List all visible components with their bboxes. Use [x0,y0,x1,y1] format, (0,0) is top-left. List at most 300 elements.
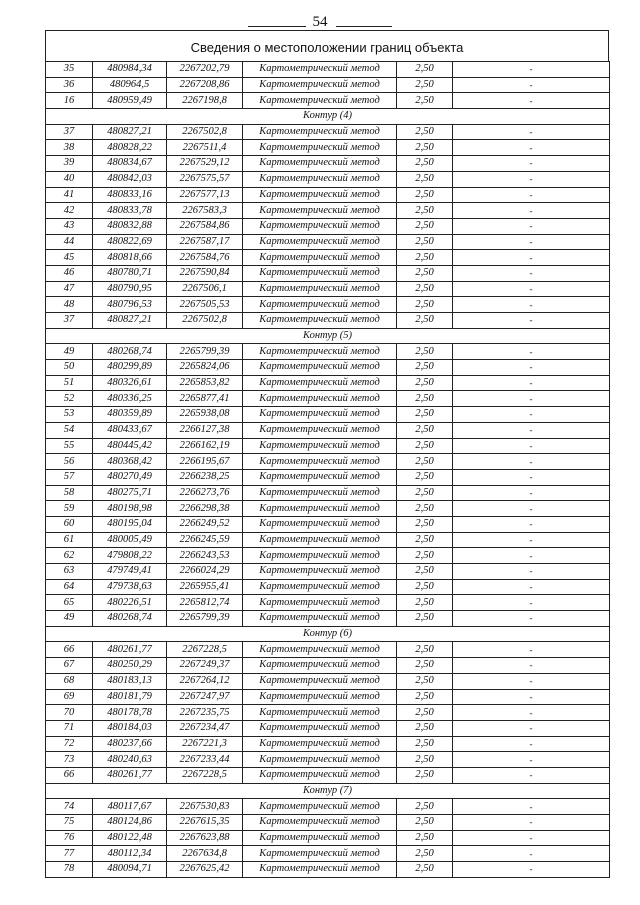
note-cell: - [453,344,610,360]
y-coordinate-cell: 2265824,06 [167,360,243,376]
method-cell: Картометрический метод [243,548,397,564]
table-row [46,799,610,815]
method-cell: Картометрический метод [243,93,397,109]
accuracy-cell: 2,50 [397,611,453,627]
method-cell: Картометрический метод [243,830,397,846]
note-cell: - [453,140,610,156]
accuracy-cell: 2,50 [397,532,453,548]
method-cell: Картометрический метод [243,360,397,376]
point-number-cell: 58 [46,485,93,501]
accuracy-cell: 2,50 [397,375,453,391]
point-number-cell: 67 [46,658,93,674]
contour-row [46,783,610,799]
note-cell: - [453,799,610,815]
note-cell: - [453,705,610,721]
x-coordinate-cell: 479738,63 [93,579,167,595]
accuracy-cell: 2,50 [397,124,453,140]
accuracy-cell: 2,50 [397,658,453,674]
point-number-cell: 65 [46,595,93,611]
note-cell: - [453,93,610,109]
accuracy-cell: 2,50 [397,187,453,203]
x-coordinate-cell: 480094,71 [93,862,167,878]
y-coordinate-cell: 2267233,44 [167,752,243,768]
note-cell: - [453,156,610,172]
table-row [46,689,610,705]
method-cell: Картометрический метод [243,156,397,172]
point-number-cell: 75 [46,815,93,831]
y-coordinate-cell: 2267587,17 [167,234,243,250]
method-cell: Картометрический метод [243,689,397,705]
note-cell: - [453,281,610,297]
x-coordinate-cell: 480359,89 [93,407,167,423]
point-number-cell: 56 [46,454,93,470]
y-coordinate-cell: 2267202,79 [167,62,243,78]
accuracy-cell: 2,50 [397,407,453,423]
table-row [46,140,610,156]
y-coordinate-cell: 2267615,35 [167,815,243,831]
x-coordinate-cell: 480275,71 [93,485,167,501]
x-coordinate-cell: 480226,51 [93,595,167,611]
accuracy-cell: 2,50 [397,438,453,454]
point-number-cell: 78 [46,862,93,878]
accuracy-cell: 2,50 [397,689,453,705]
note-cell: - [453,297,610,313]
accuracy-cell: 2,50 [397,516,453,532]
x-coordinate-cell: 480198,98 [93,501,167,517]
table-row [46,705,610,721]
method-cell: Картометрический метод [243,642,397,658]
table-row [46,171,610,187]
y-coordinate-cell: 2267577,13 [167,187,243,203]
table-row [46,595,610,611]
table-row [46,673,610,689]
point-number-cell: 44 [46,234,93,250]
page-number-right-rule [336,26,392,27]
x-coordinate-cell: 480368,42 [93,454,167,470]
x-coordinate-cell: 480818,66 [93,250,167,266]
note-cell: - [453,846,610,862]
method-cell: Картометрический метод [243,265,397,281]
y-coordinate-cell: 2266249,52 [167,516,243,532]
page-number-left-rule [248,26,306,27]
accuracy-cell: 2,50 [397,250,453,266]
note-cell: - [453,767,610,783]
accuracy-cell: 2,50 [397,564,453,580]
y-coordinate-cell: 2266245,59 [167,532,243,548]
x-coordinate-cell: 480183,13 [93,673,167,689]
note-cell: - [453,658,610,674]
table-row [46,234,610,250]
y-coordinate-cell: 2266238,25 [167,469,243,485]
table-row [46,375,610,391]
x-coordinate-cell: 480195,04 [93,516,167,532]
y-coordinate-cell: 2265955,41 [167,579,243,595]
accuracy-cell: 2,50 [397,767,453,783]
table-row [46,815,610,831]
table-row [46,469,610,485]
y-coordinate-cell: 2266127,38 [167,422,243,438]
method-cell: Картометрический метод [243,846,397,862]
method-cell: Картометрический метод [243,469,397,485]
accuracy-cell: 2,50 [397,705,453,721]
point-number-cell: 55 [46,438,93,454]
table-row [46,658,610,674]
point-number-cell: 60 [46,516,93,532]
x-coordinate-cell: 480833,78 [93,203,167,219]
y-coordinate-cell: 2266162,19 [167,438,243,454]
method-cell: Картометрический метод [243,532,397,548]
x-coordinate-cell: 480833,16 [93,187,167,203]
x-coordinate-cell: 480827,21 [93,124,167,140]
contour-row [46,109,610,125]
method-cell: Картометрический метод [243,297,397,313]
accuracy-cell: 2,50 [397,469,453,485]
accuracy-cell: 2,50 [397,752,453,768]
accuracy-cell: 2,50 [397,281,453,297]
accuracy-cell: 2,50 [397,720,453,736]
table-row [46,485,610,501]
table-row [46,720,610,736]
table-row [46,767,610,783]
y-coordinate-cell: 2266024,29 [167,564,243,580]
table-row [46,391,610,407]
y-coordinate-cell: 2267228,5 [167,642,243,658]
table-row [46,862,610,878]
x-coordinate-cell: 479808,22 [93,548,167,564]
point-number-cell: 52 [46,391,93,407]
method-cell: Картометрический метод [243,658,397,674]
table-row [46,564,610,580]
point-number-cell: 38 [46,140,93,156]
method-cell: Картометрический метод [243,752,397,768]
x-coordinate-cell: 480828,22 [93,140,167,156]
point-number-cell: 16 [46,93,93,109]
point-number-cell: 42 [46,203,93,219]
table-row [46,62,610,78]
x-coordinate-cell: 480790,95 [93,281,167,297]
method-cell: Картометрический метод [243,611,397,627]
method-cell: Картометрический метод [243,862,397,878]
point-number-cell: 69 [46,689,93,705]
y-coordinate-cell: 2267625,42 [167,862,243,878]
point-number-cell: 37 [46,313,93,329]
table-row [46,422,610,438]
x-coordinate-cell: 480445,42 [93,438,167,454]
y-coordinate-cell: 2267208,86 [167,77,243,93]
x-coordinate-cell: 480268,74 [93,611,167,627]
point-number-cell: 40 [46,171,93,187]
x-coordinate-cell: 480834,67 [93,156,167,172]
x-coordinate-cell: 480178,78 [93,705,167,721]
y-coordinate-cell: 2266243,53 [167,548,243,564]
table-row [46,438,610,454]
x-coordinate-cell: 480433,67 [93,422,167,438]
accuracy-cell: 2,50 [397,265,453,281]
method-cell: Картометрический метод [243,673,397,689]
point-number-cell: 66 [46,642,93,658]
point-number-cell: 49 [46,611,93,627]
accuracy-cell: 2,50 [397,313,453,329]
x-coordinate-cell: 480827,21 [93,313,167,329]
note-cell: - [453,595,610,611]
coordinates-table [45,61,610,878]
method-cell: Картометрический метод [243,77,397,93]
table-row [46,830,610,846]
table-row [46,501,610,517]
x-coordinate-cell: 480261,77 [93,767,167,783]
point-number-cell: 48 [46,297,93,313]
point-number-cell: 43 [46,218,93,234]
point-number-cell: 71 [46,720,93,736]
point-number-cell: 51 [46,375,93,391]
accuracy-cell: 2,50 [397,218,453,234]
x-coordinate-cell: 480261,77 [93,642,167,658]
y-coordinate-cell: 2267264,12 [167,673,243,689]
point-number-cell: 63 [46,564,93,580]
table-row [46,407,610,423]
x-coordinate-cell: 480780,71 [93,265,167,281]
accuracy-cell: 2,50 [397,203,453,219]
method-cell: Картометрический метод [243,595,397,611]
method-cell: Картометрический метод [243,313,397,329]
note-cell: - [453,830,610,846]
note-cell: - [453,736,610,752]
y-coordinate-cell: 2267221,3 [167,736,243,752]
note-cell: - [453,815,610,831]
y-coordinate-cell: 2267198,8 [167,93,243,109]
note-cell: - [453,407,610,423]
section-header: Сведения о местоположении границ объекта [45,30,609,61]
y-coordinate-cell: 2267502,8 [167,124,243,140]
y-coordinate-cell: 2266273,76 [167,485,243,501]
point-number-cell: 47 [46,281,93,297]
point-number-cell: 72 [46,736,93,752]
table-row [46,93,610,109]
contour-label: Контур (6) [46,626,610,642]
y-coordinate-cell: 2267529,12 [167,156,243,172]
x-coordinate-cell: 480112,34 [93,846,167,862]
y-coordinate-cell: 2267234,47 [167,720,243,736]
table-row [46,611,610,627]
point-number-cell: 53 [46,407,93,423]
note-cell: - [453,438,610,454]
method-cell: Картометрический метод [243,720,397,736]
note-cell: - [453,250,610,266]
method-cell: Картометрический метод [243,485,397,501]
x-coordinate-cell: 480184,03 [93,720,167,736]
accuracy-cell: 2,50 [397,736,453,752]
method-cell: Картометрический метод [243,438,397,454]
note-cell: - [453,218,610,234]
contour-row [46,626,610,642]
x-coordinate-cell: 480984,34 [93,62,167,78]
note-cell: - [453,203,610,219]
note-cell: - [453,689,610,705]
note-cell: - [453,171,610,187]
x-coordinate-cell: 480326,61 [93,375,167,391]
table-row [46,187,610,203]
point-number-cell: 76 [46,830,93,846]
y-coordinate-cell: 2267235,75 [167,705,243,721]
method-cell: Картометрический метод [243,705,397,721]
point-number-cell: 62 [46,548,93,564]
note-cell: - [453,516,610,532]
method-cell: Картометрический метод [243,391,397,407]
table-row [46,313,610,329]
note-cell: - [453,454,610,470]
note-cell: - [453,752,610,768]
table-row [46,360,610,376]
point-number-cell: 39 [46,156,93,172]
method-cell: Картометрический метод [243,815,397,831]
accuracy-cell: 2,50 [397,156,453,172]
method-cell: Картометрический метод [243,564,397,580]
y-coordinate-cell: 2267530,83 [167,799,243,815]
y-coordinate-cell: 2267584,86 [167,218,243,234]
x-coordinate-cell: 480270,49 [93,469,167,485]
point-number-cell: 74 [46,799,93,815]
page-number-area [0,14,640,31]
method-cell: Картометрический метод [243,767,397,783]
note-cell: - [453,265,610,281]
y-coordinate-cell: 2266195,67 [167,454,243,470]
method-cell: Картометрический метод [243,62,397,78]
y-coordinate-cell: 2267506,1 [167,281,243,297]
table-row [46,579,610,595]
note-cell: - [453,532,610,548]
point-number-cell: 70 [46,705,93,721]
table-row [46,265,610,281]
note-cell: - [453,77,610,93]
x-coordinate-cell: 480181,79 [93,689,167,705]
method-cell: Картометрический метод [243,171,397,187]
accuracy-cell: 2,50 [397,799,453,815]
x-coordinate-cell: 480250,29 [93,658,167,674]
note-cell: - [453,124,610,140]
note-cell: - [453,548,610,564]
table-row [46,156,610,172]
accuracy-cell: 2,50 [397,830,453,846]
note-cell: - [453,313,610,329]
y-coordinate-cell: 2267583,3 [167,203,243,219]
point-number-cell: 49 [46,344,93,360]
y-coordinate-cell: 2267634,8 [167,846,243,862]
note-cell: - [453,501,610,517]
document-frame [45,30,609,878]
method-cell: Картометрический метод [243,344,397,360]
y-coordinate-cell: 2265799,39 [167,611,243,627]
method-cell: Картометрический метод [243,736,397,752]
method-cell: Картометрический метод [243,454,397,470]
point-number-cell: 41 [46,187,93,203]
accuracy-cell: 2,50 [397,234,453,250]
x-coordinate-cell: 480268,74 [93,344,167,360]
accuracy-cell: 2,50 [397,344,453,360]
contour-label: Контур (7) [46,783,610,799]
y-coordinate-cell: 2267502,8 [167,313,243,329]
point-number-cell: 73 [46,752,93,768]
point-number-cell: 66 [46,767,93,783]
method-cell: Картометрический метод [243,218,397,234]
accuracy-cell: 2,50 [397,548,453,564]
accuracy-cell: 2,50 [397,62,453,78]
table-row [46,344,610,360]
accuracy-cell: 2,50 [397,360,453,376]
y-coordinate-cell: 2265812,74 [167,595,243,611]
method-cell: Картометрический метод [243,124,397,140]
point-number-cell: 50 [46,360,93,376]
accuracy-cell: 2,50 [397,642,453,658]
method-cell: Картометрический метод [243,799,397,815]
method-cell: Картометрический метод [243,187,397,203]
table-row [46,516,610,532]
note-cell: - [453,375,610,391]
accuracy-cell: 2,50 [397,673,453,689]
y-coordinate-cell: 2267247,97 [167,689,243,705]
note-cell: - [453,611,610,627]
note-cell: - [453,642,610,658]
table-row [46,548,610,564]
note-cell: - [453,187,610,203]
y-coordinate-cell: 2265877,41 [167,391,243,407]
y-coordinate-cell: 2265938,08 [167,407,243,423]
point-number-cell: 64 [46,579,93,595]
x-coordinate-cell: 480842,03 [93,171,167,187]
note-cell: - [453,564,610,580]
accuracy-cell: 2,50 [397,140,453,156]
x-coordinate-cell: 479749,41 [93,564,167,580]
x-coordinate-cell: 480005,49 [93,532,167,548]
method-cell: Картометрический метод [243,375,397,391]
note-cell: - [453,579,610,595]
accuracy-cell: 2,50 [397,171,453,187]
x-coordinate-cell: 480796,53 [93,297,167,313]
table-row [46,736,610,752]
accuracy-cell: 2,50 [397,846,453,862]
point-number-cell: 46 [46,265,93,281]
point-number-cell: 77 [46,846,93,862]
x-coordinate-cell: 480832,88 [93,218,167,234]
table-row [46,281,610,297]
x-coordinate-cell: 480240,63 [93,752,167,768]
table-row [46,454,610,470]
y-coordinate-cell: 2267623,88 [167,830,243,846]
note-cell: - [453,391,610,407]
x-coordinate-cell: 480299,89 [93,360,167,376]
accuracy-cell: 2,50 [397,595,453,611]
point-number-cell: 35 [46,62,93,78]
method-cell: Картометрический метод [243,516,397,532]
y-coordinate-cell: 2267590,84 [167,265,243,281]
method-cell: Картометрический метод [243,422,397,438]
x-coordinate-cell: 480124,86 [93,815,167,831]
table-row [46,752,610,768]
x-coordinate-cell: 480122,48 [93,830,167,846]
table-row [46,203,610,219]
y-coordinate-cell: 2267228,5 [167,767,243,783]
table-row [46,218,610,234]
note-cell: - [453,673,610,689]
accuracy-cell: 2,50 [397,422,453,438]
note-cell: - [453,422,610,438]
y-coordinate-cell: 2267511,4 [167,140,243,156]
note-cell: - [453,720,610,736]
method-cell: Картометрический метод [243,501,397,517]
x-coordinate-cell: 480822,69 [93,234,167,250]
accuracy-cell: 2,50 [397,501,453,517]
note-cell: - [453,485,610,501]
note-cell: - [453,234,610,250]
